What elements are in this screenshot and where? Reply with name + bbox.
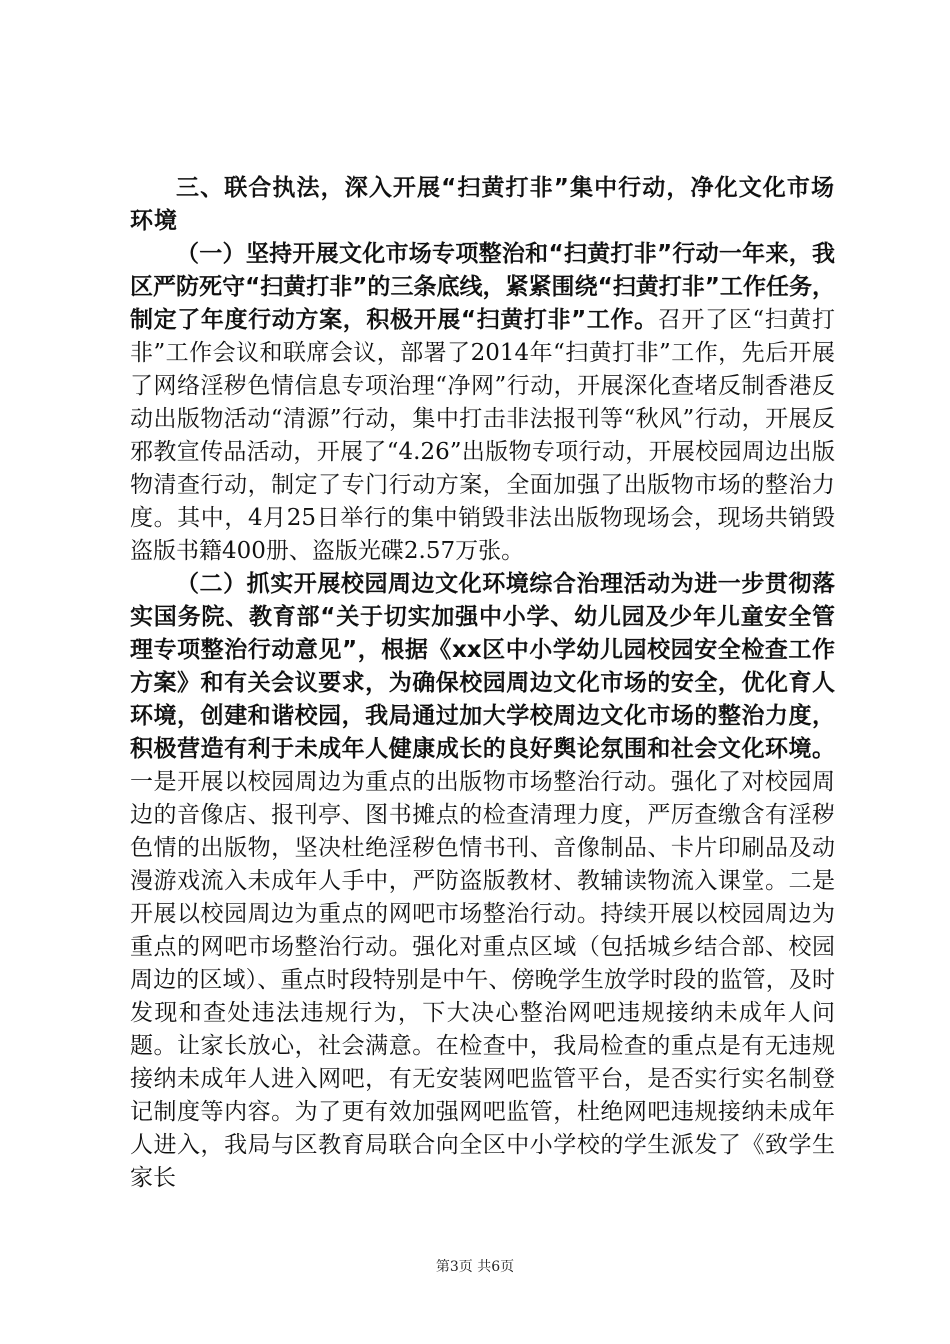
paragraph-1-lead: （一）坚持开展文化市场专项整治和“扫黄打非”行动一年来，我区严防死守“扫黄打非”的三条底线，紧紧围绕“扫黄打非”工作任务，制定了年度行动方案，积极开展“扫黄打非”工作。 <box>130 241 835 333</box>
paragraph-1-body: 召开了区“扫黄打非”工作会议和联席会议，部署了2014年“扫黄打非”工作，先后开展了网络淫秽色情信息专项治理“净网”行动，开展深化查堵反制香港反动出版物活动“清源”行动，集中打击非法报刊等“秋风”行动，开展反邪教宣传品活动，开展了“4.26”出版物专项行动，开展校园周边出版物清查行动，制定了专门行动方案，全面加强了出版物市场的整治力度。其中，4月25日举行的集中销毁非法出版物现场会，现场共销毁盗版书籍400册、盗版光碟2.57万张。 <box>130 307 836 564</box>
paragraph-1 <box>130 238 835 568</box>
section-heading: 三、联合执法，深入开展“扫黄打非”集中行动，净化文化市场环境 <box>130 175 835 234</box>
page-footer: 第3页 共6页 <box>435 1259 515 1275</box>
paragraph-2-body: 一是开展以校园周边为重点的出版物市场整治行动。强化了对校园周边的音像店、报刊亭、图书摊点的检查清理力度，严厉查缴含有淫秽色情的出版物，坚决杜绝淫秽色情书刊、音像制品、卡片印刷品及动漫游戏流入未成年人手中，严防盗版教材、教辅读物流入课堂。二是开展以校园周边为重点的网吧市场整治行动。持续开展以校园周边为重点的网吧市场整治行动。强化对重点区域（包括城乡结合部、校园周边的区域）、重点时段特别是中午、傍晚学生放学时段的监管，及时发现和查处违法违规行为，下大决心整治网吧违规接纳未成年人问题。让家长放心，社会满意。在检查中，我局检查的重点是有无违规接纳未成年人进入网吧，有无安装网吧监管平台，是否实行实名制登记制度等内容。为了更有效加强网吧监管，杜绝网吧违规接纳未成年人进入，我局与区教育局联合向全区中小学校的学生派发了《致学生家长 <box>130 769 835 1191</box>
document-body <box>130 172 835 1195</box>
paragraph-2-lead: （二）抓实开展校园周边文化环境综合治理活动为进一步贯彻落实国务院、教育部“关于切实加强中小学、幼儿园及少年儿童安全管理专项整治行动意见”，根据《xx区中小学幼儿园校园安全检查工作方案》和有关会议要求，为确保校园周边文化市场的安全，优化育人环境，创建和谐校园，我局通过加大学校周边文化市场的整治力度，积极营造有利于未成年人健康成长的良好舆论氛围和社会文化环境。 <box>130 571 835 762</box>
paragraph-2 <box>130 568 835 1195</box>
